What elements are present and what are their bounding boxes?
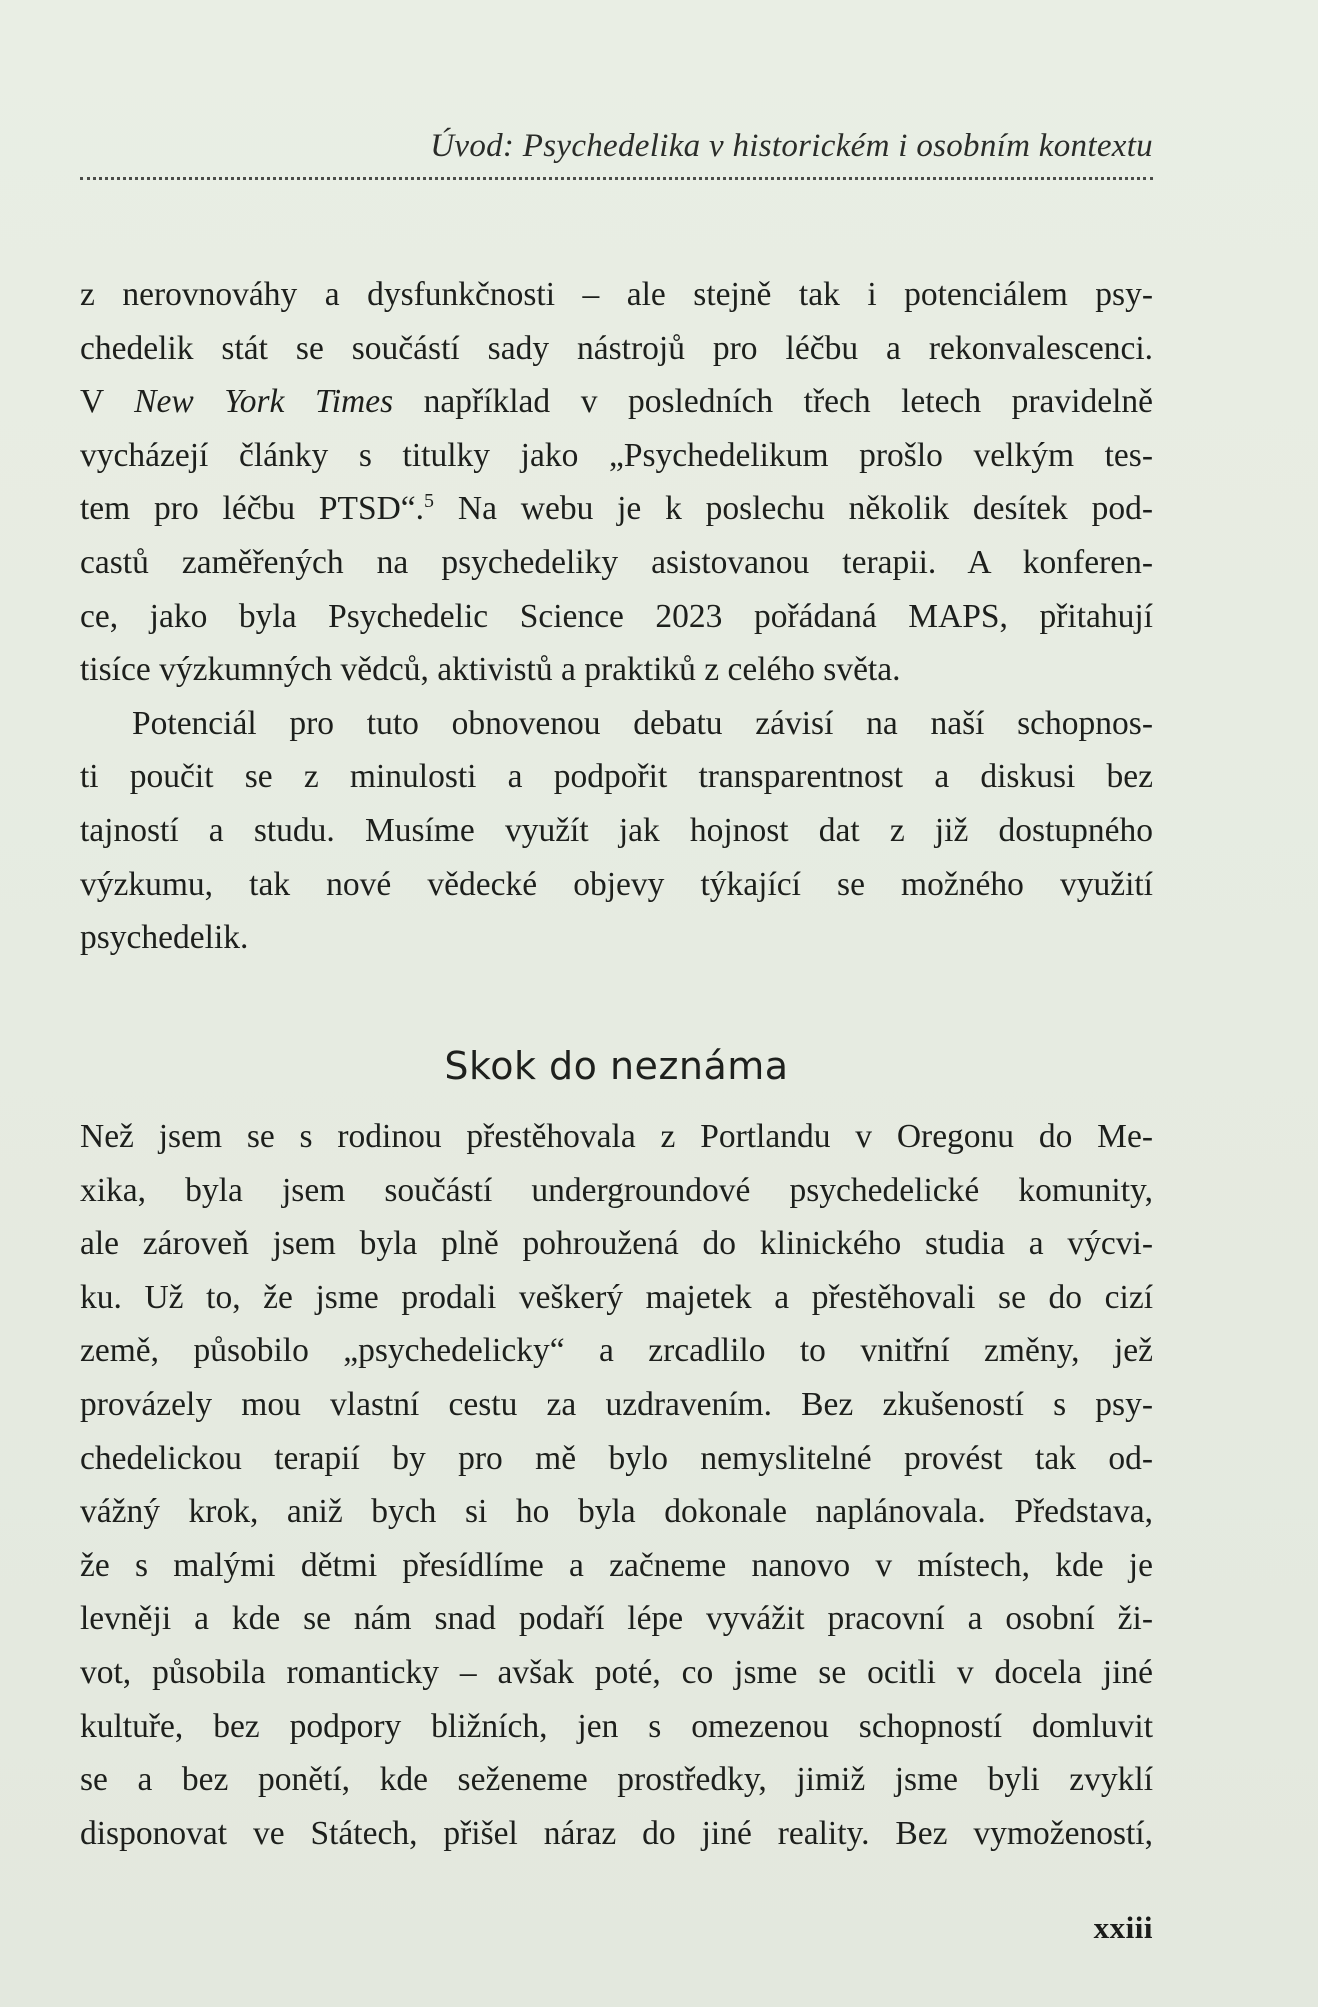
text-block-bottom: [80, 1110, 1153, 1860]
text-line: kultuře, bez podpory bližních, jen s omezenou schopností domluvit: [80, 1707, 1153, 1745]
text-line-mixed: [80, 482, 1153, 536]
page-number: xxiii: [1093, 1910, 1153, 1945]
text-line: Potenciál pro tuto obnovenou debatu závisí na naší schopnos-: [132, 704, 1153, 742]
text-line: disponovat ve Státech, přišel náraz do jiné reality. Bez vymožeností,: [80, 1814, 1153, 1852]
text-line: castů zaměřených na psychedeliky asistovanou terapii. A konferen-: [80, 543, 1153, 581]
paragraph-3: [80, 1110, 1153, 1860]
text-line: Než jsem se s rodinou přestěhovala z Portlandu v Oregonu do Me-: [80, 1118, 1153, 1155]
text-line: vážný krok, aniž bych si ho byla dokonale naplánovala. Představa,: [80, 1493, 1153, 1531]
paragraph-1: [80, 268, 1153, 697]
text-line: provázely mou vlastní cestu za uzdravením. Bez zkušeností s psy-: [80, 1385, 1153, 1423]
text-line: tajností a studu. Musíme využít jak hojnost dat z již dostupného: [80, 811, 1153, 849]
text-line: že s malými dětmi přesídlíme a začneme nanovo v místech, kde je: [80, 1546, 1153, 1584]
text-line: se a bez ponětí, kde seženeme prostředky, jimiž jsme byli zvyklí: [80, 1761, 1153, 1799]
text-line: levněji a kde se nám snad podaří lépe vyvážit pracovní a osobní ži-: [80, 1600, 1153, 1638]
footnote-mark: 5: [424, 490, 435, 513]
text-line: xika, byla jsem součástí undergroundové psychedelické komunity,: [80, 1171, 1153, 1209]
text-line: ce, jako byla Psychedelic Science 2023 pořádaná MAPS, přitahují: [80, 597, 1153, 635]
text-line: ale zároveň jsem byla plně pohroužená do klinického studia a výcvi-: [80, 1225, 1153, 1263]
text-line: ti poučit se z minulosti a podpořit transparentnost a diskusi bez: [80, 758, 1153, 796]
text-fragment: například v posledních třech letech pravidelně: [423, 383, 1153, 421]
text-line-mixed: [80, 375, 1153, 429]
text-fragment: V: [80, 383, 104, 421]
text-line: ku. Už to, že jsme prodali veškerý majetek a přestěhovali se do cizí: [80, 1278, 1153, 1316]
running-head-rule: [80, 177, 1153, 180]
text-line: z nerovnováhy a dysfunkčnosti – ale stejně tak i potenciálem psy-: [80, 276, 1153, 313]
text-block-top: [80, 268, 1153, 965]
section-heading: Skok do neznáma: [444, 1043, 789, 1088]
text-line: chedelik stát se součástí sady nástrojů pro léčbu a rekonvalescenci.: [80, 329, 1153, 367]
text-line: psychedelik.: [80, 919, 249, 957]
text-line: vot, působila romanticky – avšak poté, co jsme se ocitli v docela jiné: [80, 1653, 1153, 1691]
text-fragment: Na webu je k poslechu několik desítek pod-: [457, 490, 1153, 528]
text-line: tisíce výzkumných vědců, aktivistů a praktiků z celého světa.: [80, 651, 901, 689]
text-line: vycházejí články s titulky jako „Psychedelikum prošlo velkým tes-: [80, 436, 1153, 474]
paragraph-2: [80, 697, 1153, 965]
text-line: země, působilo „psychedelicky“ a zrcadlilo to vnitřní změny, jež: [80, 1332, 1153, 1370]
running-head: Úvod: Psychedelika v historickém i osobním kontextu: [430, 128, 1153, 164]
text-line: chedelickou terapií by pro mě bylo nemyslitelné provést tak od-: [80, 1439, 1153, 1477]
text-line: výzkumu, tak nové vědecké objevy týkající se možného využití: [80, 865, 1153, 903]
text-fragment: tem pro léčbu PTSD“.: [80, 490, 425, 528]
publication-title: New York Times: [134, 383, 394, 421]
